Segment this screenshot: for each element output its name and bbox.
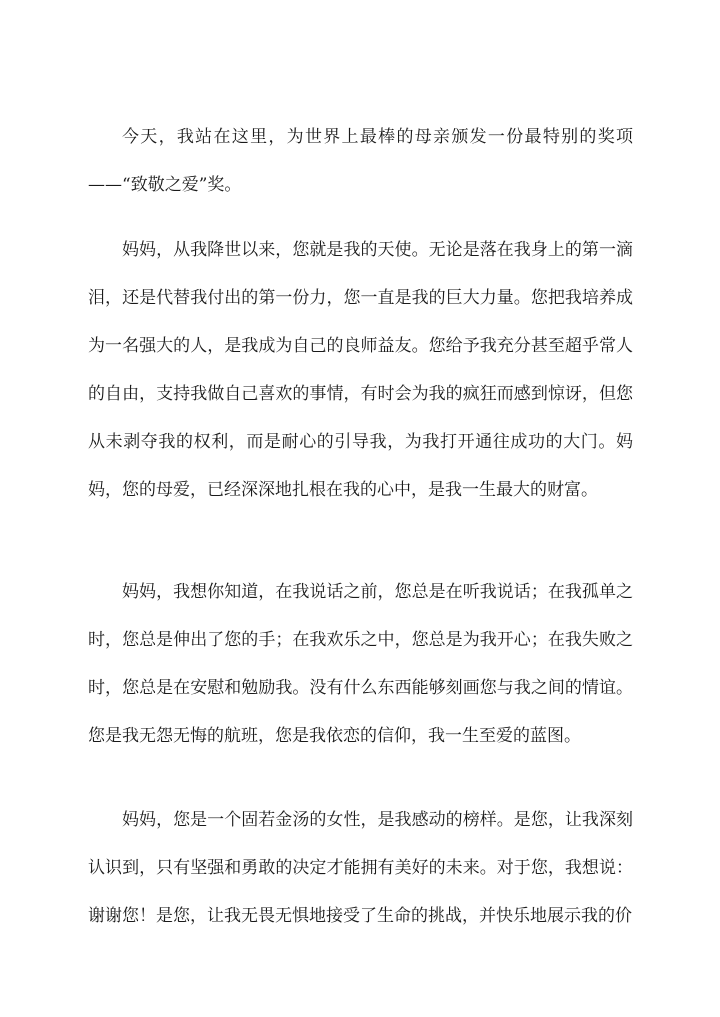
paragraph-award-intro: 今天，我站在这里，为世界上最棒的母亲颁发一份最特别的奖项——“致敬之爱”奖。 xyxy=(88,127,633,195)
paragraph-role-model: 妈妈，您是一个固若金汤的女性，是我感动的榜样。是您，让我深刻认识到，只有坚强和勇敢的决定才能拥有美好的未来。对于您，我想说：谢谢您！是您，让我无畏无惧地接受了生命的挑战，并快乐地展示我的价 xyxy=(88,810,633,926)
paragraph-listening: 妈妈，我想你知道，在我说话之前，您总是在听我说话；在我孤单之时，您总是伸出了您的手；在我欢乐之中，您总是为我开心；在我失败之时，您总是在安慰和勉励我。没有什么东西能够刻画您与我之间的情谊。您是我无怨无悔的航班，您是我依恋的信仰，我一生至爱的蓝图。 xyxy=(88,582,633,746)
paragraph-angel: 妈妈，从我降世以来，您就是我的天使。无论是落在我身上的第一滴泪，还是代替我付出的第一份力，您一直是我的巨大力量。您把我培养成为一名强大的人，是我成为自己的良师益友。您给予我充分甚至超乎常人的自由，支持我做自己喜欢的事情，有时会为我的疯狂而感到惊讶，但您从未剥夺我的权利，而是耐心的引导我，为我打开通往成功的大门。妈妈，您的母爱，已经深深地扎根在我的心中，是我一生最大的财富。 xyxy=(88,240,633,500)
